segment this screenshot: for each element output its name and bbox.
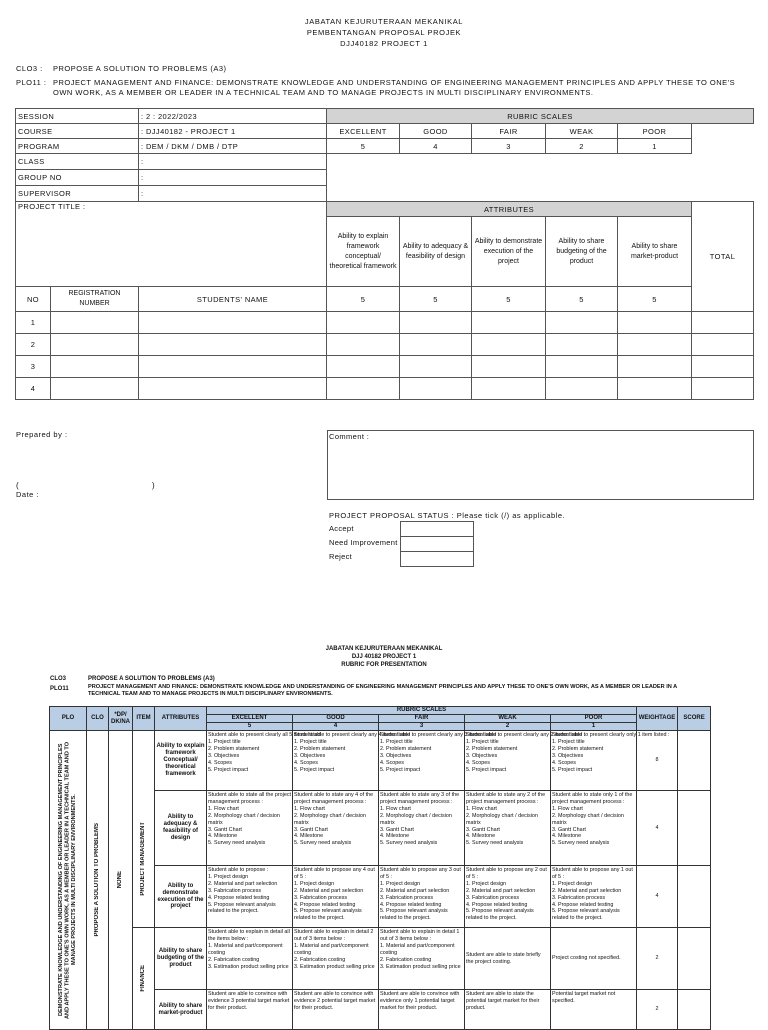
plo-vertical-text: DEMONSTRATE KNOWLEDGE AND UNDERSTANDING OF ENGINEERING MANAGEMENT PRINCIPLES AND APPLY THESE TO ONE'S OWN WORK, AS A MEMBER OR LEADER IN A TECHNICAL TEAM AND TO MANAGE PROJECTS IN MULTI DISCIPLINARY ENVIRONMENTS. (58, 741, 78, 1019)
score-cell[interactable] (618, 356, 692, 378)
attribute-label: Ability to share market-product (155, 990, 207, 1030)
rubric-cell (379, 866, 465, 928)
cell-line: 4. Milestone (380, 833, 410, 840)
cell-line: 4. Scopes (380, 759, 404, 766)
form-header (0, 16, 768, 49)
item-cell (133, 731, 155, 791)
cell-line: Student able to state any 2 of the project management process : (466, 792, 546, 805)
cell-line: 1. Flow chart (208, 805, 239, 812)
rubric-cell (379, 928, 465, 990)
cell-line: 2. Problem statement (380, 745, 432, 752)
cell-line: 4. Propose related testing (208, 894, 270, 901)
cell-line: 3. Objectives (208, 752, 240, 759)
attribute-label: Ability to demonstrate execution of the project (155, 866, 207, 928)
cell-line: 2. Material and part selection (466, 887, 536, 894)
rubric-cell (465, 928, 551, 990)
rubric-plo-label: PLO11 (50, 686, 69, 692)
cell-line: 1. Project title (552, 738, 585, 745)
info-value-course[interactable]: : DJJ40182 - PROJECT 1 (139, 124, 327, 139)
cell-line: 1. Project title (466, 738, 499, 745)
col-plo: PLO (50, 707, 87, 731)
scale-label: POOR (551, 715, 637, 723)
cell-line: 3. Objectives (380, 752, 412, 759)
item-pm-cell (133, 791, 155, 928)
attribute-header: Ability to share market-product (618, 217, 692, 287)
cell-line: Student are able to state briefly the project costing. (466, 951, 541, 965)
score-cell[interactable] (472, 312, 546, 334)
cell-line: Project costing not specified. (552, 955, 621, 962)
cell-line: 3. Gantt Chart (294, 826, 328, 833)
cell-line: 3. Objectives (466, 752, 498, 759)
status-label: PROJECT PROPOSAL STATUS : Please tick (/) as applicable. (329, 511, 566, 520)
row-number: 4 (16, 378, 51, 400)
cell-line: Student are able to convince with evidence only 1 potential target market for their product. (380, 991, 460, 1011)
cell-line: 3. Estimation product selling price (208, 963, 289, 970)
cell-line: 5. Project impact (208, 766, 249, 773)
cell-line: 4. Propose related testing (552, 901, 614, 908)
cell-line: 3. Gantt Chart (380, 826, 414, 833)
cell-line: 1. Project title (294, 738, 327, 745)
rubric-cell (207, 731, 324, 791)
scale-value: 5 (207, 723, 293, 731)
scale-label: WEAK (465, 715, 551, 723)
cell-line: 3. Gantt Chart (466, 826, 500, 833)
score-cell[interactable] (678, 928, 711, 990)
rubric-header (0, 645, 768, 669)
cell-line: 3. Fabrication process (552, 894, 606, 901)
scale-label: EXCELLENT (327, 124, 400, 139)
cell-line: 1. Project title (208, 738, 241, 745)
cell-line: 3. Gantt Chart (552, 826, 586, 833)
cell-line: 5. Project impact (552, 766, 593, 773)
student-row (16, 334, 754, 356)
form-header-line: PEMBENTANGAN PROPOSAL PROJEK (306, 28, 462, 37)
score-cell[interactable] (546, 312, 618, 334)
info-value-supervisor[interactable]: : (139, 186, 327, 202)
cell-line: Student able to present clearly only 1 item listed : (552, 732, 670, 738)
blank-cell (327, 170, 754, 186)
score-cell[interactable] (618, 312, 692, 334)
col-score: SCORE (678, 707, 711, 731)
attributes-header: ATTRIBUTES (327, 202, 692, 217)
plo-vertical-cell (50, 731, 87, 1030)
cell-line: 4. Scopes (294, 759, 318, 766)
cell-line: 3. Objectives (294, 752, 326, 759)
item-finance-text: FINANCE (140, 965, 146, 992)
row-number: 3 (16, 356, 51, 378)
info-label: GROUP NO (16, 170, 139, 186)
rubric-cell (551, 791, 637, 866)
attribute-max: 5 (327, 287, 400, 312)
cell-line: Student able to propose any 2 out of 5 : (466, 867, 547, 880)
plo-text-2: OWN WORK, AS A MEMBER OR LEADER IN A TECHNICAL TEAM AND TO MANAGE PROJECTS IN MULTI DISCIPLINARY ENVIRONMENTS. (53, 88, 594, 97)
score-cell[interactable] (327, 312, 400, 334)
info-value-class[interactable]: : (139, 154, 327, 170)
rubric-cell (379, 791, 465, 866)
scale-value: 1 (551, 723, 637, 731)
score-cell[interactable] (400, 312, 472, 334)
cell-line: 1. Project design (466, 880, 507, 887)
dp-vertical-text: NONE (117, 871, 123, 889)
score-cell[interactable] (546, 378, 618, 400)
total-cell[interactable] (692, 312, 754, 334)
blank-cell (327, 154, 754, 170)
score-cell[interactable] (400, 334, 472, 356)
col-weightage: WEIGHTAGE (637, 707, 678, 731)
date-label: Date : (16, 490, 40, 499)
rubric-plo-text-1: PROJECT MANAGEMENT AND FINANCE: DEMONSTRATE KNOWLEDGE AND UNDERSTANDING OF ENGINEERING MANAGEMENT PRINCIPLES AND APPLY THESE TO ONE'S OWN WORK, AS A MEMBER OR LEADER IN A (88, 684, 678, 690)
scale-value: 1 (618, 139, 692, 154)
blank-cell (327, 186, 754, 202)
plo-text-1: PROJECT MANAGEMENT AND FINANCE: DEMONSTRATE KNOWLEDGE AND UNDERSTANDING OF ENGINEERING MANAGEMENT PRINCIPLES AND APPLY THESE TO ONE'S (53, 78, 736, 87)
cell-line: 3. Fabrication process (294, 894, 348, 901)
total-cell[interactable] (692, 378, 754, 400)
blank-cell (692, 139, 754, 154)
cell-line: 5. Survey need analysis (294, 840, 352, 847)
cell-line: 2. Fabrication costing (208, 956, 260, 963)
cell-line: 1. Flow chart (380, 805, 411, 812)
weightage-value: 4 (637, 791, 678, 866)
rubric-cell (207, 866, 293, 928)
cell-line: 4. Scopes (208, 759, 232, 766)
cell-line: 5. Propose relevant analysis related to the project. (294, 908, 362, 922)
prepared-by-label: Prepared by : (16, 430, 68, 439)
project-title-label: PROJECT TITLE : (18, 202, 86, 211)
weightage-value: 2 (637, 990, 678, 1030)
cell-line: Potential target market not specified. (552, 991, 616, 1004)
attribute-label: Ability to share budgeting of the product (155, 928, 207, 990)
score-cell[interactable] (327, 378, 400, 400)
weightage-value: 8 (637, 731, 678, 791)
cell-line: 5. Survey need analysis (380, 840, 438, 847)
students-name-header: STUDENTS' NAME (139, 287, 327, 312)
cell-line: 3. Gantt Chart (208, 826, 242, 833)
cell-line: 3. Objectives (552, 752, 584, 759)
student-row (16, 378, 754, 400)
attribute-header: Ability to share budgeting of the product (546, 217, 618, 287)
cell-line: 1. Project design (294, 880, 335, 887)
improvement-checkbox[interactable] (400, 536, 474, 552)
cell-line: 2. Problem statement (294, 745, 346, 752)
score-cell[interactable] (400, 378, 472, 400)
rubric-cell (379, 731, 499, 791)
cell-line: 2. Morphology chart / decision matrix (466, 812, 538, 826)
cell-line: 4. Propose related testing (466, 901, 528, 908)
accept-checkbox[interactable] (400, 521, 474, 537)
attribute-max: 5 (618, 287, 692, 312)
weightage-value: 2 (637, 928, 678, 990)
form-header-line: DJJ40182 PROJECT 1 (340, 39, 428, 48)
cell-line: 2. Fabrication costing (294, 956, 346, 963)
rubric-cell (293, 866, 379, 928)
scale-value: 3 (472, 139, 546, 154)
cell-line: Student able to propose any 4 out of 5 : (294, 867, 375, 880)
info-label: SESSION (16, 109, 139, 124)
info-value-program[interactable]: : DEM / DKM / DMB / DTP (139, 139, 327, 154)
scale-value: 3 (379, 723, 465, 731)
cell-line: 5. Propose relevant analysis related to the project. (466, 908, 534, 922)
total-cell[interactable] (692, 334, 754, 356)
reg-cell[interactable] (51, 356, 139, 378)
name-cell[interactable] (139, 312, 327, 334)
rubric-cell (293, 928, 379, 990)
score-cell[interactable] (678, 866, 711, 928)
registration-header: REGISTRATION NUMBER (51, 287, 139, 312)
cell-line: 3. Estimation product selling price (294, 963, 375, 970)
assessment-form-table (15, 108, 754, 400)
name-cell[interactable] (139, 378, 327, 400)
scale-label: FAIR (472, 124, 546, 139)
comment-box[interactable] (327, 430, 754, 500)
score-cell[interactable] (472, 334, 546, 356)
cell-line: Student able to propose any 3 out of 5 : (380, 867, 461, 880)
cell-line: 1. Flow chart (552, 805, 583, 812)
item-pm-text: PROJECT MANAGEMENT (140, 821, 146, 896)
rubric-header-line: RUBRIC FOR PRESENTATION (341, 662, 427, 668)
scale-label: GOOD (400, 124, 472, 139)
rubric-cell (551, 731, 670, 791)
cell-line: Student able to propose : (208, 867, 269, 873)
cell-line: 5. Survey need analysis (552, 840, 610, 847)
cell-line: 1. Project design (208, 873, 249, 880)
cell-line: 2. Fabrication costing (380, 956, 432, 963)
rubric-cell (465, 791, 551, 866)
project-title-field[interactable] (16, 202, 327, 287)
info-value-group[interactable]: : (139, 170, 327, 186)
student-row (16, 312, 754, 334)
form-header-line: JABATAN KEJURUTERAAN MEKANIKAL (304, 17, 464, 26)
cell-line: 3. Estimation product selling price (380, 963, 461, 970)
status-option-improvement: Need Improvement (329, 538, 398, 547)
attribute-header: Ability to adequacy & feasibility of design (400, 217, 472, 287)
cell-line: Student able to explain in detail 1 out of 3 items below : (380, 929, 460, 942)
cell-line: 4. Scopes (466, 759, 490, 766)
rubric-cell (207, 928, 293, 990)
rubric-header-line: JABATAN KEJURUTERAAN MEKANIKAL (325, 646, 443, 652)
score-cell[interactable] (472, 378, 546, 400)
scale-label: POOR (618, 124, 692, 139)
reg-cell[interactable] (51, 312, 139, 334)
score-cell[interactable] (546, 334, 618, 356)
blank-cell (692, 124, 754, 139)
cell-line: Student are able to state the potential target market for their product. (466, 991, 540, 1011)
scale-value: 4 (293, 723, 379, 731)
attribute-header: Ability to explain framework conceptual/ theoretical framework (327, 217, 400, 287)
scale-label: WEAK (546, 124, 618, 139)
cell-line: Student able to present clearly all 5 items listed : (208, 732, 324, 738)
col-clo: CLO (87, 707, 109, 731)
rubric-header-line: DJJ 40182 PROJECT 1 (351, 654, 417, 660)
cell-line: Student able to present clearly any 3 items listed : (380, 732, 499, 738)
cell-line: 2. Material and part selection (294, 887, 364, 894)
cell-line: 2. Morphology chart / decision matrix (294, 812, 366, 826)
cell-line: 2. Problem statement (208, 745, 260, 752)
rubric-cell (551, 928, 637, 990)
score-cell[interactable] (678, 731, 711, 791)
row-number: 1 (16, 312, 51, 334)
rubric-clo-text: PROPOSE A SOLUTION TO PROBLEMS (A3) (88, 676, 215, 682)
cell-line: 2. Morphology chart / decision matrix (208, 812, 280, 826)
score-cell[interactable] (618, 334, 692, 356)
cell-line: Student able to explain in detail all the items below : (208, 929, 290, 942)
info-label: SUPERVISOR (16, 186, 139, 202)
cell-line: Student able to state all the project management process : (208, 792, 292, 805)
cell-line: Student able to present clearly any 2 items listed : (466, 732, 585, 738)
info-label: CLASS (16, 154, 139, 170)
no-header: NO (16, 287, 51, 312)
cell-line: 1. Material and part/component costing (208, 942, 283, 956)
cell-line: 4. Milestone (466, 833, 496, 840)
cell-line: Student able to state only 1 of the project management process : (552, 792, 633, 805)
cell-line: 5. Project impact (466, 766, 507, 773)
cell-line: 3. Fabrication process (466, 894, 520, 901)
score-cell[interactable] (327, 356, 400, 378)
signature-paren-close: ) (152, 481, 155, 490)
clo-vertical-text: PROPOSE A SOLUTION TO PROBLEMS (94, 823, 100, 937)
info-label: PROGRAM (16, 139, 139, 154)
reject-checkbox[interactable] (400, 551, 474, 567)
cell-line: 2. Morphology chart / decision matrix (552, 812, 624, 826)
cell-line: 1. Project design (552, 880, 593, 887)
rubric-scales-header: RUBRIC SCALES (207, 707, 637, 715)
scale-value: 2 (465, 723, 551, 731)
rubric-cell (465, 731, 585, 791)
clo-vertical-cell (87, 731, 109, 1030)
cell-line: 5. Survey need analysis (466, 840, 524, 847)
attribute-header: Ability to demonstrate execution of the project (472, 217, 546, 287)
comment-label: Comment : (329, 432, 370, 441)
cell-line: Student able to state any 3 of the project management process : (380, 792, 460, 805)
attribute-max: 5 (546, 287, 618, 312)
score-cell[interactable] (327, 334, 400, 356)
cell-line: 3. Fabrication process (380, 894, 434, 901)
cell-line: 4. Scopes (552, 759, 576, 766)
cell-line: 1. Flow chart (466, 805, 497, 812)
clo-text: PROPOSE A SOLUTION TO PROBLEMS (A3) (53, 64, 227, 73)
cell-line: 1. Project design (380, 880, 421, 887)
score-cell[interactable] (400, 356, 472, 378)
info-label: COURSE (16, 124, 139, 139)
scale-label: EXCELLENT (207, 715, 293, 723)
total-header: TOTAL (692, 202, 754, 312)
score-cell[interactable] (678, 791, 711, 866)
score-cell[interactable] (546, 356, 618, 378)
clo-label: CLO3 : (16, 64, 43, 73)
cell-line: 2. Problem statement (552, 745, 604, 752)
rubric-cell (465, 866, 551, 928)
cell-line: 4. Propose related testing (294, 901, 356, 908)
rubric-clo-label: CLO3 (50, 676, 67, 682)
cell-line: 4. Milestone (208, 833, 238, 840)
rubric-cell (293, 791, 379, 866)
cell-line: 3. Fabrication process (208, 887, 262, 894)
cell-line: 2. Problem statement (466, 745, 518, 752)
cell-line: 1. Flow chart (294, 805, 325, 812)
cell-line: 1. Material and part/component costing (294, 942, 369, 956)
scale-value: 5 (327, 139, 400, 154)
total-cell[interactable] (692, 356, 754, 378)
cell-line: Student able to state any 4 of the project management process : (294, 792, 374, 805)
cell-line: 2. Material and part selection (208, 880, 278, 887)
name-cell[interactable] (139, 334, 327, 356)
scale-label: GOOD (293, 715, 379, 723)
status-option-reject: Reject (329, 552, 353, 561)
scale-value: 2 (546, 139, 618, 154)
rubric-cell (293, 731, 413, 791)
name-cell[interactable] (139, 356, 327, 378)
reg-cell[interactable] (51, 334, 139, 356)
cell-line: 2. Material and part selection (380, 887, 450, 894)
attribute-max: 5 (400, 287, 472, 312)
dp-vertical-cell (109, 731, 133, 1030)
item-finance-cell (133, 928, 155, 1030)
cell-line: Student are able to convince with evidence 2 potential target market for their product. (294, 991, 376, 1011)
status-option-accept: Accept (329, 524, 354, 533)
cell-line: 5. Propose relevant analysis related to the project. (380, 908, 448, 922)
scale-label: FAIR (379, 715, 465, 723)
score-cell[interactable] (472, 356, 546, 378)
attribute-label: Ability to explain framework Conceptual/ theoretical framework (155, 731, 207, 791)
cell-line: 5. Propose relevant analysis related to the project. (208, 901, 276, 915)
scale-value: 4 (400, 139, 472, 154)
cell-line: 5. Survey need analysis (208, 840, 266, 847)
col-item: ITEM (133, 707, 155, 731)
cell-line: 4. Propose related testing (380, 901, 442, 908)
score-cell[interactable] (618, 378, 692, 400)
cell-line: Student able to explain in detail 2 out of 3 items below : (294, 929, 374, 942)
cell-line: 2. Material and part selection (552, 887, 622, 894)
cell-line: 4. Milestone (552, 833, 582, 840)
row-number: 2 (16, 334, 51, 356)
signature-paren-open: ( (16, 481, 19, 490)
student-row (16, 356, 754, 378)
attribute-max: 5 (472, 287, 546, 312)
rubric-table (49, 706, 711, 1030)
cell-line: 4. Milestone (294, 833, 324, 840)
plo-label: PLO11 : (16, 78, 47, 87)
rubric-cell (207, 791, 293, 866)
cell-line: 5. Project impact (294, 766, 335, 773)
weightage-value: 4 (637, 866, 678, 928)
cell-line: 1. Material and part/component costing (380, 942, 455, 956)
cell-line: 5. Propose relevant analysis related to the project. (552, 908, 620, 922)
reg-cell[interactable] (51, 378, 139, 400)
cell-line: 1. Project title (380, 738, 413, 745)
cell-line: Student able to propose any 1 out of 5 : (552, 867, 633, 880)
info-value-session[interactable]: : 2 : 2022/2023 (139, 109, 327, 124)
col-dp: *DP/ DK/NA (109, 707, 133, 731)
rubric-cell (551, 866, 637, 928)
cell-line: Student are able to convince with evidence 3 potential target market for their product. (208, 991, 290, 1011)
cell-line: Student able to present clearly any 4 items listed : (294, 732, 413, 738)
rubric-scales-header: RUBRIC SCALES (327, 109, 754, 124)
rubric-plo-text-2: TECHNICAL TEAM AND TO MANAGE PROJECTS IN MULTI DISCIPLINARY ENVIRONMENTS. (88, 691, 333, 697)
col-attributes: ATTRIBUTES (155, 707, 207, 731)
cell-line: 5. Project impact (380, 766, 421, 773)
attribute-label: Ability to adequacy & feasibility of design (155, 791, 207, 866)
cell-line: 2. Morphology chart / decision matrix (380, 812, 452, 826)
